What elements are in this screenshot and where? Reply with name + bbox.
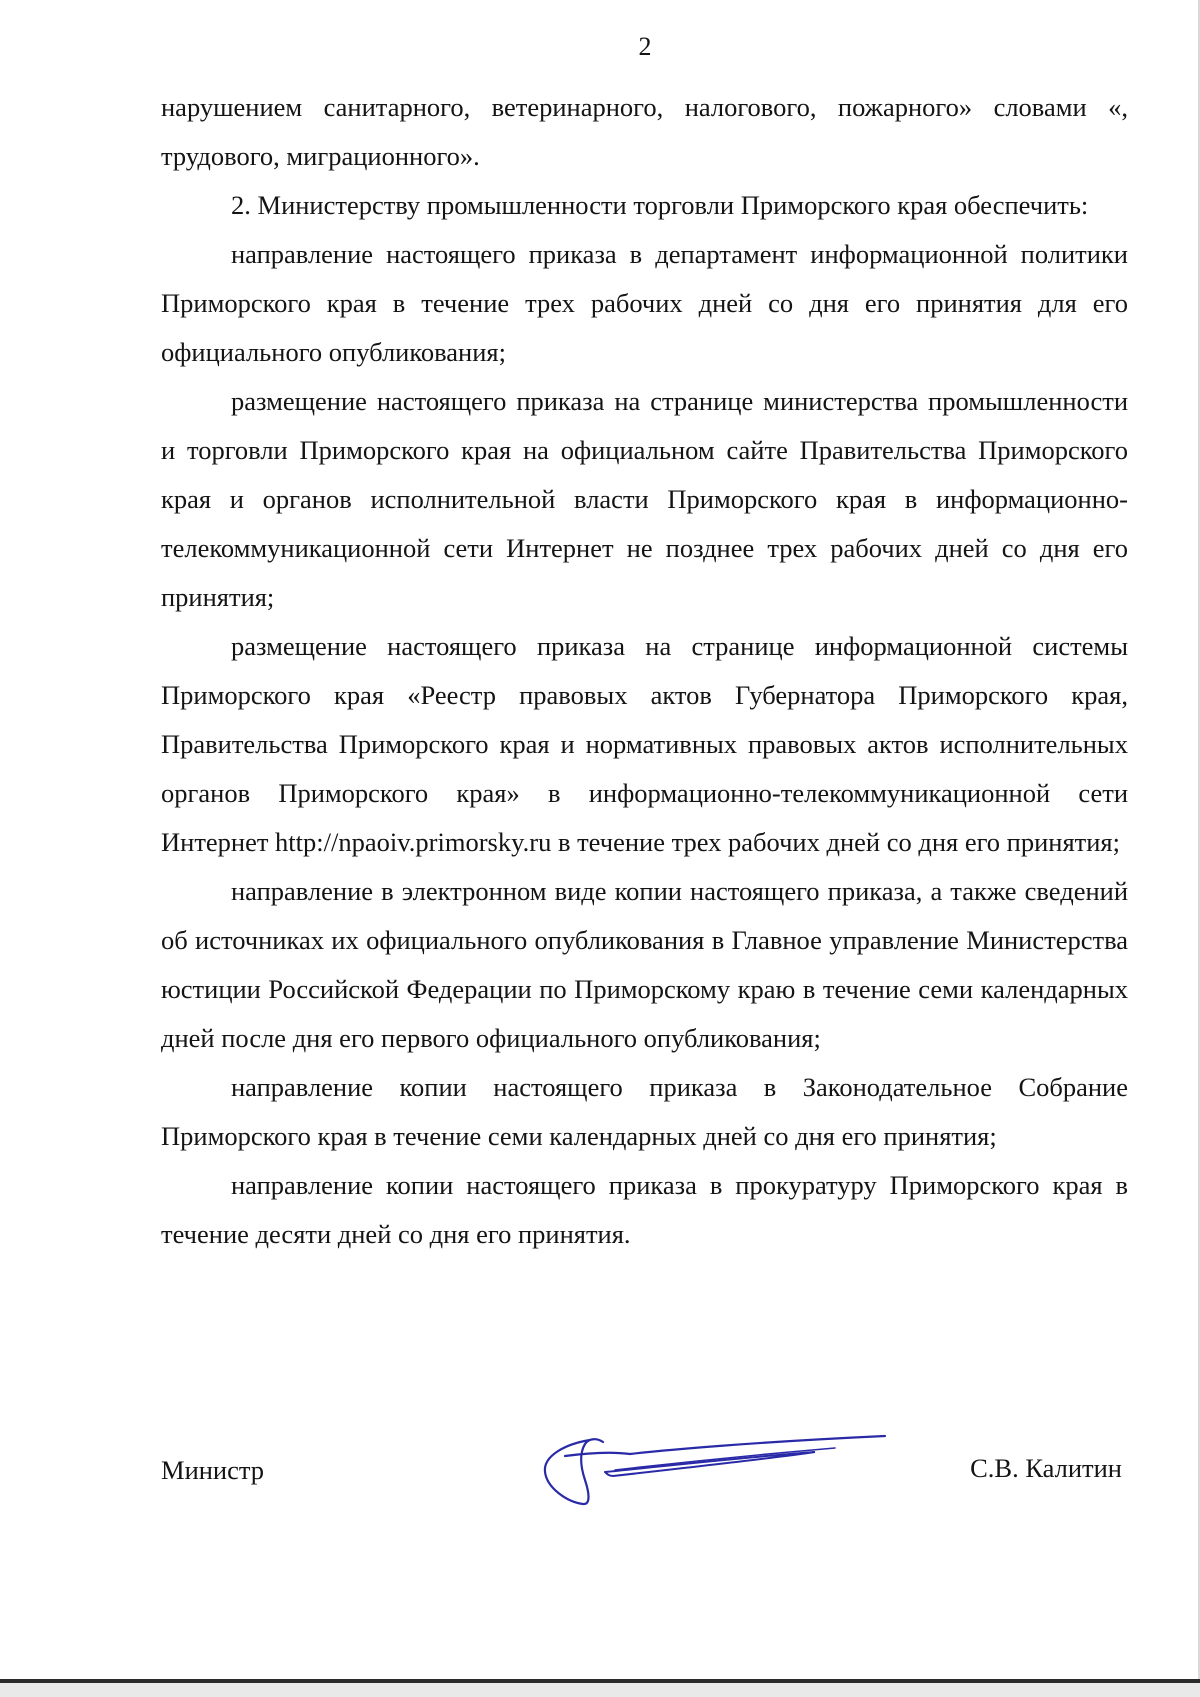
signatory-title: Министр xyxy=(161,1455,265,1485)
signatory-name: С.В. Калитин xyxy=(970,1453,1122,1483)
handwritten-signature xyxy=(535,1430,895,1510)
paragraph-justice-ministry: направление в электронном виде копии настоящего приказа, а также сведений об источниках их официального опубликования в Главное управление Министерства юстиции Российской Федерации по Приморскому краю в течение семи календарных дней после дня его первого официального опубликования; xyxy=(161,876,1128,1053)
paragraph-legislative-assembly: направление копии настоящего приказа в Законодательное Собрание Приморского края в течение семи календарных дней со дня его принятия; xyxy=(161,1072,1128,1151)
paragraph-registry: размещение настоящего приказа на странице информационной системы Приморского края «Реестр правовых актов Губернатора Приморского края, Правительства Приморского края и нормативных правовых актов исполнительных органов Приморского края» в информационно-телекоммуникационной сети Интернет http://npaoiv.primorsky.ru в течение трех рабочих дней со дня его принятия; xyxy=(161,631,1128,857)
scan-margin xyxy=(0,1683,1200,1697)
document-body xyxy=(161,83,1128,1259)
paragraph-item-2: 2. Министерству промышленности торговли Приморского края обеспечить: xyxy=(231,190,1089,220)
paragraph-info-policy: направление настоящего приказа в департамент информационной политики Приморского края в течение трех рабочих дней со дня его принятия для его официального опубликования; xyxy=(161,239,1128,367)
paragraph-continuation: нарушением санитарного, ветеринарного, налогового, пожарного» словами «, трудового, миграционного». xyxy=(161,92,1128,171)
paragraph-prosecutor: направление копии настоящего приказа в прокуратуру Приморского края в течение десяти дней со дня его принятия. xyxy=(161,1170,1128,1249)
page-number: 2 xyxy=(638,32,652,61)
paragraph-ministry-site: размещение настоящего приказа на странице министерства промышленности и торговли Приморского края на официальном сайте Правительства Приморского края и органов исполнительной власти Приморского края в информационно-телекоммуникационной сети Интернет не позднее трех рабочих дней со дня его принятия; xyxy=(161,386,1128,612)
